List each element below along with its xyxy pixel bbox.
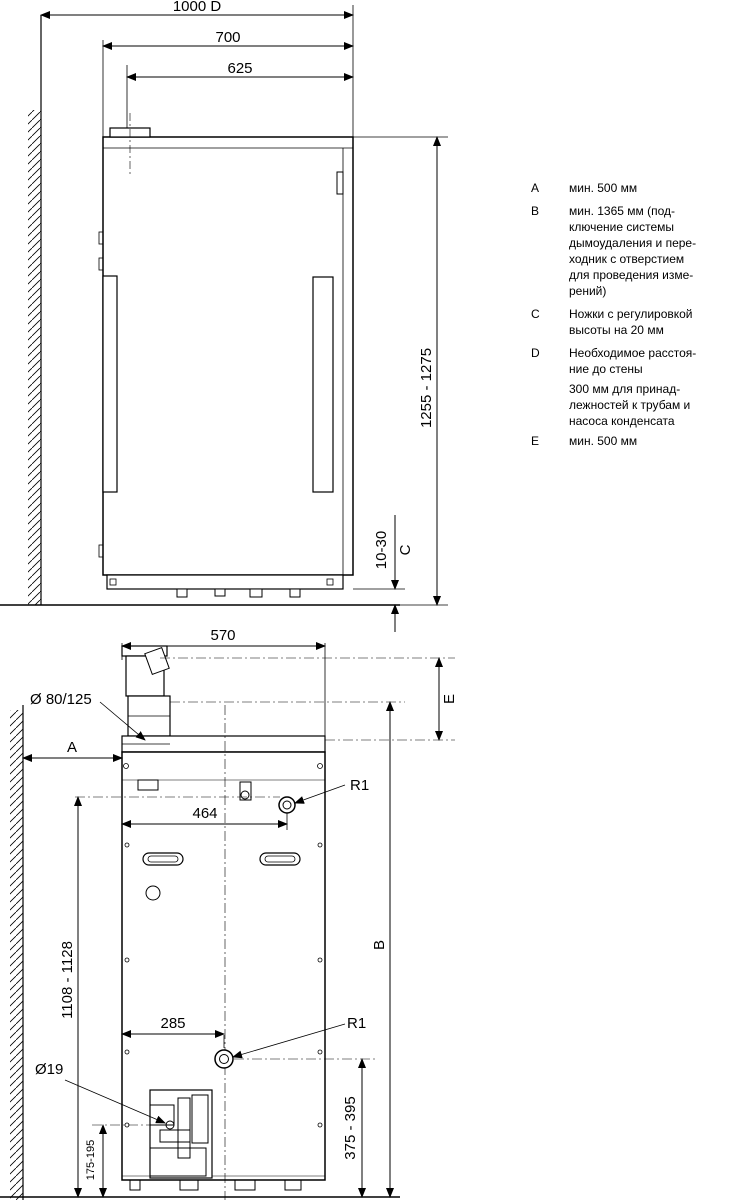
dim-label-464: 464 bbox=[192, 805, 218, 822]
foot-2 bbox=[215, 589, 225, 596]
legend-text: мин. 500 мм bbox=[569, 434, 638, 448]
r1-bottom-connection-icon bbox=[215, 1050, 233, 1068]
legend bbox=[520, 180, 725, 456]
dim-label-r1-bottom: R1 bbox=[347, 1015, 367, 1032]
dim-label-375: 375 - 395 bbox=[342, 1096, 359, 1160]
legend-row-a bbox=[520, 180, 725, 196]
dim-label-700: 700 bbox=[215, 29, 241, 46]
legend-key: C bbox=[531, 307, 540, 321]
dim-label-1108: 1108 - 1128 bbox=[59, 941, 76, 1019]
dim-label-height: 1255 - 1275 bbox=[418, 347, 435, 429]
dim-label-285: 285 bbox=[160, 1015, 186, 1032]
dim-label-flue: Ø 80/125 bbox=[30, 691, 92, 708]
foot-1 bbox=[177, 589, 187, 597]
legend-key: B bbox=[531, 204, 540, 218]
legend-row-e bbox=[520, 433, 725, 449]
legend-text: Ножки с регулировкой высоты на 20 мм bbox=[569, 307, 693, 337]
dim-label-1000: 1000 D bbox=[172, 0, 222, 15]
legend-text: 300 мм для принад- лежностей к трубам и насоса конденсата bbox=[569, 382, 691, 428]
dim-label-b: B bbox=[371, 939, 388, 951]
dim-label-r1-top: R1 bbox=[350, 777, 370, 794]
legend-row-b bbox=[520, 203, 725, 299]
legend-row-d-note bbox=[520, 381, 725, 429]
legend-key: D bbox=[531, 346, 540, 360]
handle-right-front bbox=[260, 853, 300, 865]
handle-left-side bbox=[103, 276, 117, 492]
dim-label-a: A bbox=[66, 739, 78, 756]
dim-label-feet: 10-30 bbox=[373, 530, 390, 570]
dim-label-drain: Ø19 bbox=[35, 1061, 64, 1078]
foot-3 bbox=[250, 589, 262, 597]
foot-4 bbox=[290, 589, 300, 597]
dim-label-c: C bbox=[397, 544, 414, 556]
handle-left-front bbox=[143, 853, 183, 865]
legend-row-c bbox=[520, 306, 725, 338]
handle-right-side bbox=[313, 277, 333, 492]
r1-top-connection-icon bbox=[279, 797, 295, 813]
front-view bbox=[0, 627, 458, 1200]
legend-text: мин. 1365 мм (под- ключение системы дымоудаления и пере- ходник с отверстием для проведения изме- рений) bbox=[569, 204, 697, 298]
legend-key: E bbox=[531, 434, 540, 448]
condensate-trap-assembly bbox=[150, 1090, 212, 1178]
dim-label-570: 570 bbox=[210, 627, 236, 644]
side-view bbox=[0, 0, 448, 632]
legend-text: мин. 500 мм bbox=[569, 181, 638, 195]
legend-key bbox=[520, 381, 569, 429]
dim-label-625: 625 bbox=[227, 60, 253, 77]
wall-hatch-top bbox=[28, 110, 41, 605]
legend-row-d bbox=[520, 345, 725, 377]
base-plinth-side bbox=[107, 575, 343, 589]
wall-hatch-bottom bbox=[10, 710, 23, 1200]
dim-label-175: 175-195 bbox=[85, 1139, 97, 1181]
legend-key: A bbox=[531, 181, 540, 195]
dim-label-e: E bbox=[441, 693, 458, 705]
legend-text: Необходимое расстоя- ние до стены bbox=[569, 346, 697, 376]
